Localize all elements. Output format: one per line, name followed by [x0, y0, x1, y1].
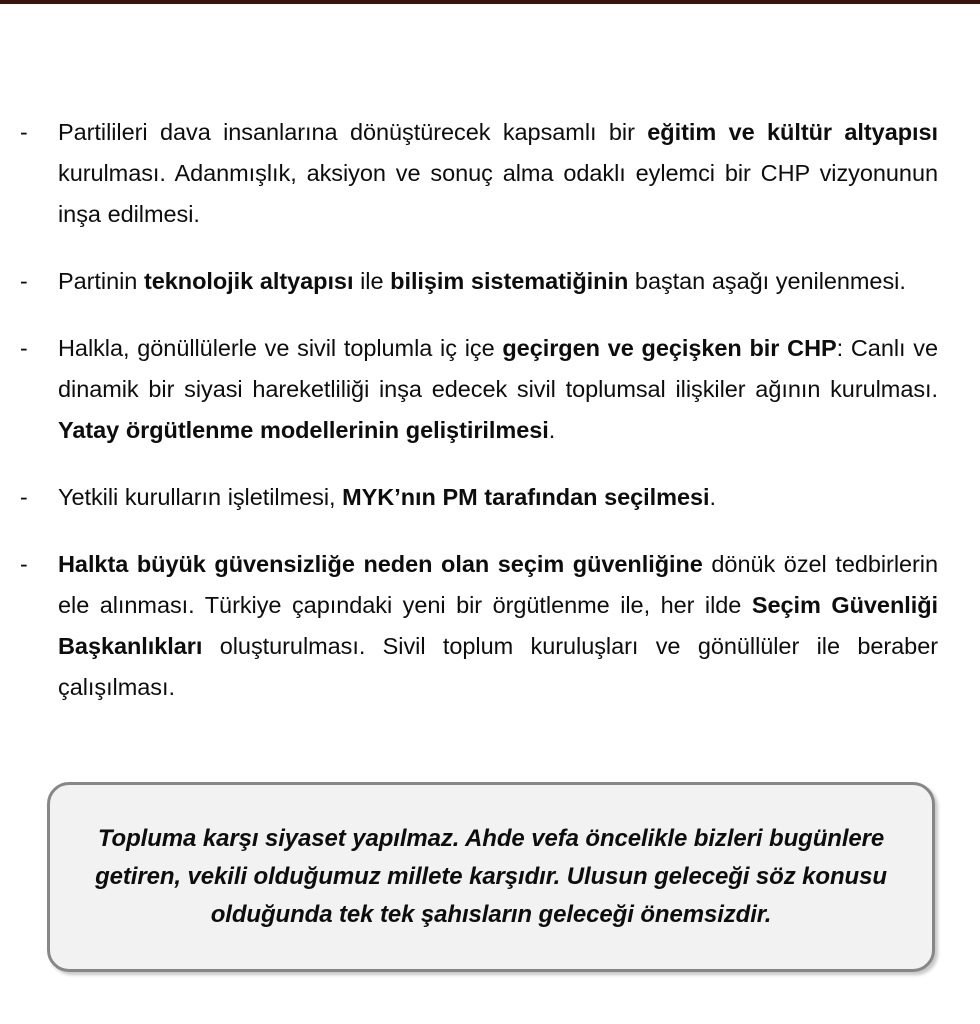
bullet-marker: - [20, 484, 28, 510]
bullet-text: Halkla, gönüllülerle ve sivil toplumla iç içe geçirgen ve geçişken bir CHP: Canlı ve dinamik bir siyasi hareketliliği inşa edecek sivil toplumsal ilişkiler ağının kurulması. Yatay örgütlenme modellerinin geliştirilmesi. [58, 335, 938, 443]
list-item [18, 544, 940, 708]
list-item [18, 328, 940, 451]
bullet-marker: - [20, 268, 28, 294]
bullet-marker: - [20, 335, 28, 361]
bullet-text: Partinin teknolojik altyapısı ile bilişim sistematiğinin baştan aşağı yenilenmesi. [58, 268, 906, 294]
bullet-text: Yetkili kurulların işletilmesi, MYK’nın PM tarafından seçilmesi. [58, 484, 716, 510]
list-item [18, 477, 940, 518]
bullet-marker: - [20, 551, 28, 577]
bullet-marker: - [20, 119, 28, 145]
bullet-text: Halkta büyük güvensizliğe neden olan seçim güvenliğine dönük özel tedbirlerin ele alınması. Türkiye çapındaki yeni bir örgütlenme ile, her ilde Seçim Güvenliği Başkanlıkları oluşturulması. Sivil toplum kuruluşları ve gönüllüler ile beraber çalışılması. [58, 551, 938, 700]
list-item [18, 261, 940, 302]
bullet-text: Partilileri dava insanlarına dönüştürecek kapsamlı bir eğitim ve kültür altyapısı kurulması. Adanmışlık, aksiyon ve sonuç alma odaklı eylemci bir CHP vizyonunun inşa edilmesi. [58, 119, 939, 227]
bullet-list [18, 112, 940, 708]
quote-callout-box [47, 782, 935, 972]
quote-text: Topluma karşı siyaset yapılmaz. Ahde vefa öncelikle bizleri bugünlere getiren, vekili olduğumuz millete karşıdır. Ulusun geleceği söz konusu olduğunda tek tek şahısların geleceği önemsizdir. [95, 825, 887, 928]
list-item [18, 112, 940, 235]
